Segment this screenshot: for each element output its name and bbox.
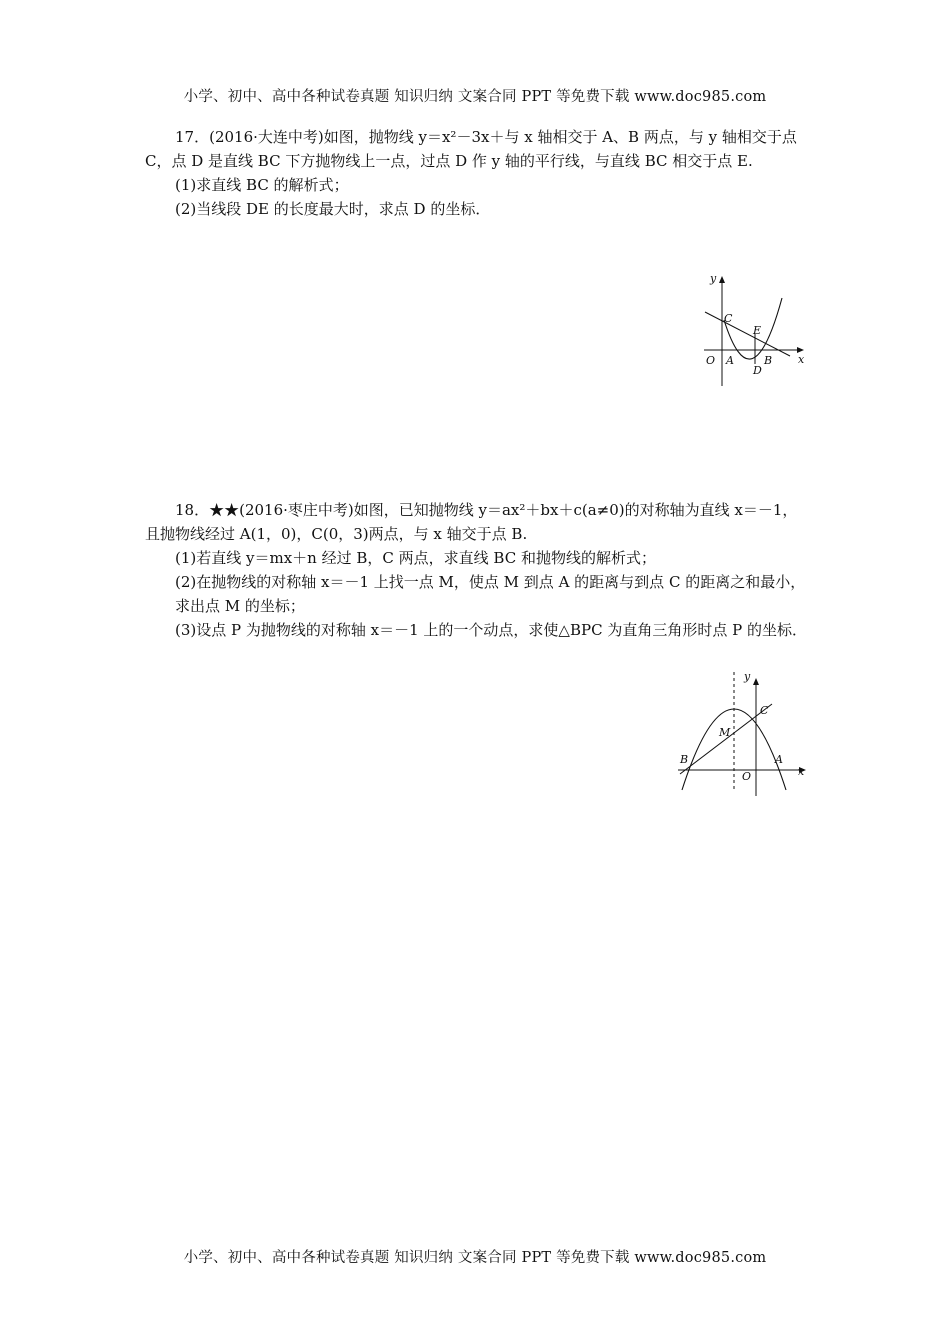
- problem-18-stem: 18．★★(2016·枣庄中考)如图，已知抛物线 y＝ax²＋bx＋c(a≠0)的对称轴为直线 x＝－1，且抛物线经过 A(1，0)，C(0，3)两点，与 x 轴交于点 B.: [145, 501, 798, 543]
- label-y: y: [744, 670, 751, 683]
- label-o: O: [742, 770, 752, 783]
- label-c: C: [760, 704, 769, 717]
- label-b: B: [764, 354, 773, 367]
- page-header: 小学、初中、高中各种试卷真题 知识归纳 文案合同 PPT 等免费下载 www.doc985.com: [183, 89, 767, 105]
- problem-17-question-1: (1)求直线 BC 的解析式；: [175, 176, 349, 194]
- y-axis-arrow: [719, 276, 725, 283]
- label-e: E: [753, 324, 762, 337]
- label-o: O: [706, 354, 716, 367]
- problem-17-question-2: (2)当线段 DE 的长度最大时，求点 D 的坐标．: [175, 200, 491, 218]
- label-m: M: [719, 726, 731, 739]
- label-x: x: [798, 765, 805, 778]
- label-a: A: [726, 354, 734, 367]
- problem-17: [145, 125, 808, 221]
- problem-17-figure: [700, 268, 812, 388]
- line-bc: [705, 312, 790, 356]
- label-a: A: [775, 753, 783, 766]
- problem-18: [145, 498, 808, 642]
- problem-18-figure: [672, 668, 812, 798]
- label-x: x: [798, 353, 805, 366]
- label-b: B: [680, 753, 689, 766]
- page-footer: 小学、初中、高中各种试卷真题 知识归纳 文案合同 PPT 等免费下载 www.doc985.com: [183, 1250, 767, 1266]
- problem-18-question-1: (1)若直线 y＝mx＋n 经过 B，C 两点，求直线 BC 和抛物线的解析式；: [175, 549, 656, 567]
- line-bc: [680, 704, 772, 774]
- label-c: C: [724, 312, 733, 325]
- problem-18-question-2: (2)在抛物线的对称轴 x＝－1 上找一点 M，使点 M 到点 A 的距离与到点 C 的距离之和最小，求出点 M 的坐标；: [175, 573, 806, 615]
- label-d: D: [753, 364, 762, 377]
- problem-18-question-3: (3)设点 P 为抛物线的对称轴 x＝－1 上的一个动点，求使△BPC 为直角三角形时点 P 的坐标．: [175, 621, 807, 639]
- y-axis-arrow: [753, 678, 759, 685]
- problem-17-stem: 17．(2016·大连中考)如图，抛物线 y＝x²－3x＋与 x 轴相交于 A、B 两点，与 y 轴相交于点 C，点 D 是直线 BC 下方抛物线上一点，过点 D 作 y 轴的平行线，与直线 BC 相交于点 E.: [145, 128, 797, 170]
- label-y: y: [710, 272, 717, 285]
